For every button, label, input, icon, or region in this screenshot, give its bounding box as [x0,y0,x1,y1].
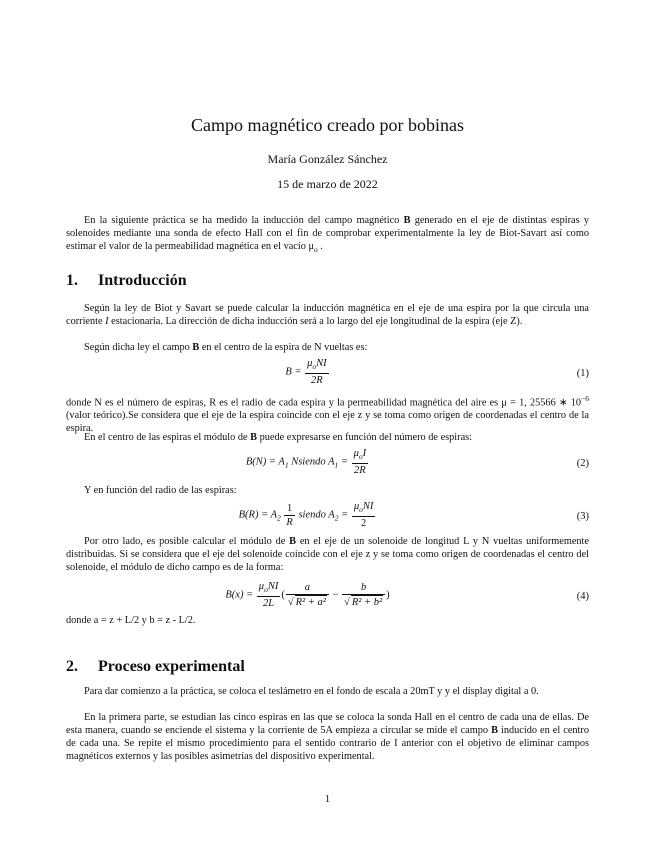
equation-1 [66,357,589,393]
author: María González Sánchez [267,152,388,166]
sub: o [264,585,268,595]
denominator: 2 [360,518,367,530]
section-number: 1. [66,272,78,289]
fraction [305,357,329,387]
abstract-text-1: En la siguiente práctica se ha medido la inducción del campo magnético [84,215,404,226]
intro-text: en el eje de un solenoide de longitud L y N vueltas uniformemente distribuidas. Si se considera que el eje del solenoide coincide con el eje z y se toma como origen de coordenadas el centro del solenoide, el módulo de dicho campo es de la forma: [66,536,589,573]
intro-text: Por otro lado, es posible calcular el módulo de [84,536,290,547]
equation-number: (4) [576,591,589,602]
eq-lhs: B(N) = A [245,456,285,468]
radicand: R² + b² [351,597,383,609]
eq-mid: siendo A [298,509,335,521]
fraction [352,447,369,477]
section-heading-2 [66,658,245,676]
eq-lhs: B = [285,366,302,378]
fraction [257,580,281,610]
equation-4: B(x) = $\frac{\mu_oNI}{2L}$ ( $\frac{a}{\text{√ R² + a²}}$ − $\frac{b}{\text{√ R² + b²}}$ ) (4) [225,581,589,610]
denominator: 2L [263,598,275,610]
eq-sign: = [341,509,349,521]
intro-paragraph-1 [66,302,589,328]
bold-B: B [491,725,498,736]
equation-number: (3) [576,511,589,522]
section-number: 2. [66,658,78,675]
intro-text: estacionaria. La dirección de dicha inducción será a lo largo del eje longitudinal de la espira (eje Z). [108,316,523,327]
eq-mid: Nsiendo A [291,456,335,468]
intro-paragraph-7: donde a = z + L/2 y b = z - L/2. [66,615,196,626]
intro-text: Según dicha ley el campo [84,342,193,353]
experimental-paragraph-2 [66,711,589,763]
numerator: I [362,448,367,459]
abstract-bold-B: B [403,215,411,226]
paper-title: Campo magnético creado por bobinas [191,115,464,135]
intro-text: Según la ley de Biot y Savart se puede calcular la inducción magnética en el eje de una espira por la que circula una corriente [66,303,589,327]
exp-text: inducido en el centro de cada una. Se repite el mismo procedimiento para el sentido contrario de I anterior con el objetivo de eliminar campos magnéticos externos y las posibles asimetrías del dispositivo experimental. [66,725,589,762]
equation-number: (1) [576,368,589,379]
denominator: R [286,516,293,528]
bold-B: B [289,536,297,547]
intro-text: puede expresarse en función del número de espiras: [257,432,473,443]
bold-B: B [192,342,200,353]
bold-B: B [250,432,258,443]
section-heading-1 [66,272,187,290]
equation-2 [66,447,589,483]
numerator: NI [362,501,374,512]
date: 15 de marzo de 2022 [277,177,378,191]
numerator: a [286,581,329,595]
abstract [66,214,589,256]
fraction: $\frac{a}{\text{√ R² + a²}}$ [286,581,329,609]
numerator: 1 [284,502,294,516]
intro-paragraph-6 [66,535,589,574]
fraction [352,500,376,530]
denominator: 2R [311,375,323,387]
abstract-end: . [317,241,323,252]
sub: 2 [277,513,281,523]
numerator: NI [267,581,279,592]
fraction [284,502,294,529]
intro-text: En el centro de las espiras el módulo de [84,432,251,443]
intro-paragraph-2 [66,341,589,354]
intro-text: en el centro de la espira de N vueltas es: [199,342,368,353]
exp-text: En la primera parte, se estudian las cinco espiras en las que se coloca la sonda Hall en el centro de cada una de ellas. De esta manera, cuando se enciende el sistema y la corriente de 5A empieza a circular se mide el campo [66,712,589,736]
mu: μ [258,581,265,592]
fraction: $\frac{b}{\text{√ R² + b²}}$ [342,581,385,609]
radicand: R² + a² [295,597,326,609]
mu: μ [353,448,359,459]
mu: μ [307,358,313,369]
intro-paragraph-3 [66,392,589,435]
eq-sign: = [340,456,348,468]
sub: o [359,505,363,515]
sub: 1 [284,460,289,470]
sub: 2 [334,513,339,523]
denominator: 2R [354,465,366,477]
intro-paragraph-4 [66,431,589,444]
section-title: Proceso experimental [98,658,245,675]
intro-text: donde N es el número de espiras, R es el radio de cada espira y la permeabilidad magnética del aire es μ = 1, 25566 ∗ 10 [66,397,582,409]
eq-lhs: B(x) = [225,589,254,601]
section-title: Introducción [98,272,187,289]
sub: 1 [334,460,339,470]
mu: μ [353,501,360,512]
intro-text: (valor teórico).Se considera que el eje de la espira coincide con el eje z y se toma como origen de coordenadas el centro de la espira. [66,410,589,435]
current-symbol: I [105,316,109,327]
eq-lhs: B(R) = A [238,509,278,521]
numerator: b [342,581,385,595]
equation-3 [66,500,589,536]
equation-number: (2) [576,458,589,469]
page-number: 1 [324,794,331,805]
numerator: NI [316,358,327,369]
experimental-paragraph-1: Para dar comienzo a la práctica, se coloca el teslámetro en el fondo de escala a 20mT y y el display digital a 0. [84,686,539,697]
intro-paragraph-5: Y en función del radio de las espiras: [84,485,237,496]
abstract-mu-subscript: o [313,245,318,255]
sub: o [358,452,363,462]
exponent: −6 [581,394,589,403]
abstract-text-2: generado en el eje de distintas espiras y solenoides mediante una sonda de efecto Hall con el fin de comprobar experimentalmente la ley de Biot-Savart así como estimar el valor de la permeabilidad magnética en el vacío μ [66,215,589,252]
sub: o [312,362,317,372]
